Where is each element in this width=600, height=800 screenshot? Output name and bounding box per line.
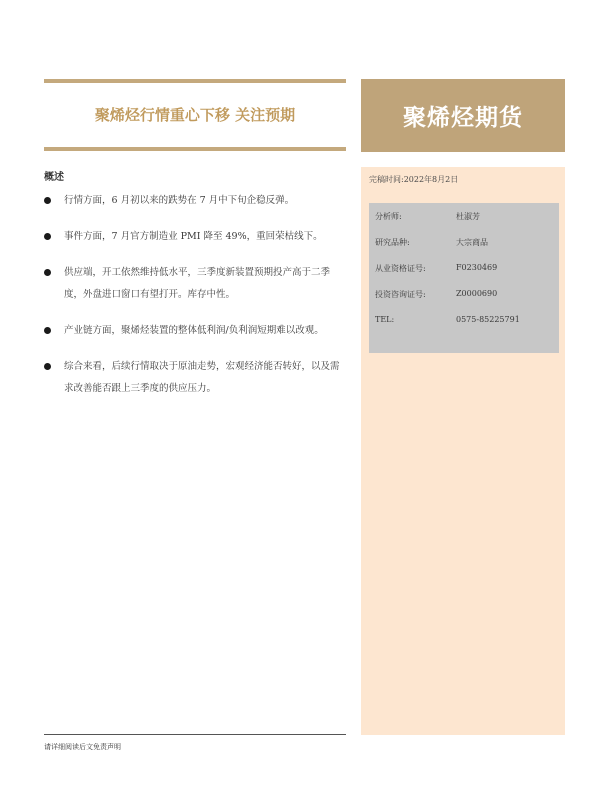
bullet-text: 事件方面，7 月官方制造业 PMI 降至 49%，重回荣枯线下。 xyxy=(64,231,323,242)
qualification-label: 从业资格证号: xyxy=(375,264,426,273)
bullet-icon xyxy=(44,233,51,240)
bullet-text: 产业链方面，聚烯烃装置的整体低利润/负利润短期难以改观。 xyxy=(64,325,324,336)
brand-banner xyxy=(361,79,565,152)
footer-disclaimer: 请详细阅读后文免责声明 xyxy=(44,743,121,751)
summary-list xyxy=(44,190,348,400)
report-title: 聚烯烃行情重心下移 关注预期 xyxy=(94,106,296,124)
completion-date: 完稿时间:2022年8月2日 xyxy=(369,175,459,184)
bullet-icon xyxy=(44,327,51,334)
list-item xyxy=(44,226,348,248)
list-item xyxy=(44,356,348,400)
tel-value: 0575-85225791 xyxy=(456,315,520,324)
qualification-value: F0230469 xyxy=(456,263,498,272)
info-side-panel xyxy=(361,167,565,735)
footer-rule xyxy=(44,734,346,735)
research-variety-value: 大宗商品 xyxy=(456,238,488,247)
analyst-value: 杜淑芳 xyxy=(456,212,480,221)
list-item xyxy=(44,320,348,342)
bullet-icon xyxy=(44,197,51,204)
list-item xyxy=(44,262,348,306)
title-top-rule xyxy=(44,79,346,83)
summary-heading: 概述 xyxy=(44,172,64,183)
research-variety-label: 研究品种: xyxy=(375,238,410,247)
analyst-label: 分析师: xyxy=(375,212,402,221)
bullet-text: 综合来看，后续行情取决于原油走势，宏观经济能否转好，以及需求改善能否跟上三季度的供应压力。 xyxy=(64,361,340,394)
consulting-cert-value: Z0000690 xyxy=(456,289,498,298)
bullet-text: 行情方面，6 月初以来的跌势在 7 月中下旬企稳反弹。 xyxy=(64,195,295,206)
title-bottom-rule xyxy=(44,147,346,151)
consulting-cert-label: 投资咨询证号: xyxy=(375,290,426,299)
bullet-text: 供应端，开工依然维持低水平，三季度新装置预期投产高于二季度，外盘进口窗口有望打开。库存中性。 xyxy=(64,267,331,300)
analyst-info-box xyxy=(369,203,559,353)
bullet-icon xyxy=(44,363,51,370)
bullet-icon xyxy=(44,269,51,276)
tel-label: TEL: xyxy=(375,315,395,324)
brand-name: 聚烯烃期货 xyxy=(403,105,523,131)
list-item xyxy=(44,190,348,212)
